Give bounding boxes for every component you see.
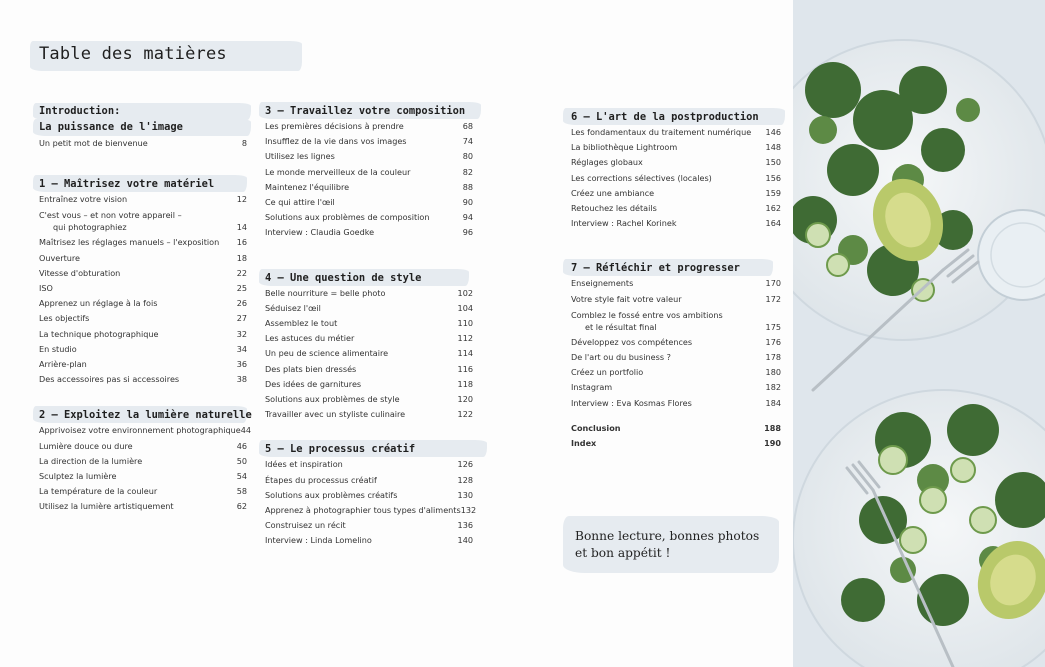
toc-entry[interactable]: Construisez un récit 136 [265, 520, 473, 531]
toc-entry[interactable]: Travailler avec un styliste culinaire 122 [265, 409, 473, 420]
toc-entry[interactable]: Un petit mot de bienvenue 8 [39, 138, 247, 148]
section-heading: 7 – Réfléchir et progresser [571, 260, 781, 276]
toc-entry[interactable]: Les objectifs 27 [39, 313, 247, 324]
toc-entry[interactable]: Réglages globaux 150 [571, 157, 781, 168]
toc-entry[interactable]: Créez un portfolio 180 [571, 367, 781, 378]
toc-entry[interactable]: Insufflez de la vie dans vos images 74 [265, 136, 473, 147]
toc-entry[interactable]: Les corrections sélectives (locales) 156 [571, 172, 781, 183]
toc-entry[interactable]: Les premières décisions à prendre 68 [265, 121, 473, 131]
toc-entry[interactable]: Entraînez votre vision 12 [39, 194, 247, 205]
toc-entry[interactable]: Comblez le fossé entre vos ambitions [571, 309, 723, 320]
toc-entry[interactable]: Des plats bien dressés 116 [265, 363, 473, 374]
section-chapter-1 [39, 176, 247, 387]
toc-entry[interactable]: Ce qui attire l'œil 90 [265, 197, 473, 208]
toc-entry[interactable]: Un peu de science alimentaire 114 [265, 348, 473, 359]
toc-entry[interactable]: Lumière douce ou dure 46 [39, 440, 247, 451]
toc-entry[interactable]: De l'art ou du business ? 178 [571, 352, 781, 363]
toc-entry[interactable]: Interview : Linda Lomelino 140 [265, 535, 473, 546]
intro-heading-line1: Introduction: [39, 105, 121, 117]
section-chapter-6 [571, 109, 781, 231]
toc-column-1 [39, 103, 252, 515]
toc-entry[interactable]: Ouverture 18 [39, 252, 247, 263]
section-heading: 2 – Exploitez la lumière naturelle [39, 407, 247, 423]
toc-entry[interactable]: Apprenez un réglage à la fois 26 [39, 298, 247, 309]
toc-entry[interactable]: Utilisez la lumière artistiquement 62 [39, 501, 247, 512]
toc-entry[interactable]: Des accessoires pas si accessoires 38 [39, 374, 247, 385]
closing-line-2: et bon appétit ! [575, 546, 671, 560]
toc-entry[interactable]: C'est vous – et non votre appareil – [39, 210, 182, 221]
toc-entry-index[interactable]: Index 190 [571, 438, 781, 449]
toc-entry[interactable]: Enseignements 170 [571, 278, 781, 289]
toc-entry[interactable]: qui photographiez 14 [53, 222, 247, 233]
section-intro [39, 103, 247, 151]
section-chapter-4 [265, 270, 473, 423]
toc-entry[interactable]: et le résultat final 175 [585, 321, 781, 332]
toc-entry[interactable]: Apprenez à photographier tous types d'aliments 132 [265, 505, 477, 516]
section-heading: 5 – Le processus créatif [265, 441, 473, 457]
toc-entry[interactable]: Séduisez l'œil 104 [265, 302, 473, 313]
salad-photo [793, 0, 1045, 667]
toc-entry[interactable]: Développez vos compétences 176 [571, 336, 781, 347]
toc-entry[interactable]: Instagram 182 [571, 382, 781, 393]
toc-column-2 [265, 103, 477, 549]
toc-entry[interactable]: Interview : Eva Kosmas Flores 184 [571, 397, 781, 408]
closing-note [575, 528, 759, 562]
toc-entry[interactable]: Sculptez la lumière 54 [39, 471, 247, 482]
toc-entry[interactable]: Solutions aux problèmes créatifs 130 [265, 489, 473, 500]
toc-entry[interactable]: La température de la couleur 58 [39, 486, 247, 497]
toc-entry[interactable]: Retouchez les détails 162 [571, 203, 781, 214]
section-chapter-5 [265, 441, 477, 548]
section-chapter-2 [39, 407, 252, 514]
section-heading: 1 – Maîtrisez votre matériel [39, 176, 247, 192]
toc-entry[interactable]: Maîtrisez les réglages manuels – l'exposition 16 [39, 237, 247, 248]
toc-entry[interactable]: La direction de la lumière 50 [39, 455, 247, 466]
toc-entry[interactable]: Des idées de garnitures 118 [265, 378, 473, 389]
toc-entry[interactable]: Interview : Claudia Goedke 96 [265, 227, 473, 238]
toc-entry[interactable]: ISO 25 [39, 283, 247, 294]
section-end [571, 421, 781, 451]
section-heading: 6 – L'art de la postproduction [571, 109, 781, 125]
toc-entry[interactable]: La technique photographique 32 [39, 328, 247, 339]
toc-entry[interactable]: Utilisez les lignes 80 [265, 151, 473, 162]
toc-entry[interactable]: La bibliothèque Lightroom 148 [571, 142, 781, 153]
closing-line-1: Bonne lecture, bonnes photos [575, 529, 760, 543]
toc-entry[interactable]: Maintenez l'équilibre 88 [265, 181, 473, 192]
toc-entry[interactable]: Apprivoisez votre environnement photographique 44 [39, 425, 252, 436]
toc-entry[interactable]: Les astuces du métier 112 [265, 333, 473, 344]
salad-photo-icon [793, 0, 1045, 667]
toc-entry[interactable]: Arrière-plan 36 [39, 359, 247, 370]
toc-entry[interactable]: Le monde merveilleux de la couleur 82 [265, 166, 473, 177]
toc-entry[interactable]: Interview : Rachel Korinek 164 [571, 218, 781, 229]
toc-entry[interactable]: Belle nourriture = belle photo 102 [265, 287, 473, 298]
toc-entry[interactable]: Solutions aux problèmes de style 120 [265, 394, 473, 405]
page-title: Table des matières [39, 44, 227, 64]
section-heading [39, 103, 247, 119]
toc-column-3 [571, 109, 781, 451]
toc-entry[interactable]: Idées et inspiration 126 [265, 459, 473, 470]
toc-entry[interactable]: Vitesse d'obturation 22 [39, 267, 247, 278]
section-chapter-7 [571, 260, 781, 410]
toc-entry[interactable]: Étapes du processus créatif 128 [265, 474, 473, 485]
section-heading: 3 – Travaillez votre composition [265, 103, 473, 119]
intro-heading-line2: La puissance de l'image [39, 121, 183, 133]
section-heading [39, 119, 247, 135]
toc-entry[interactable]: Les fondamentaux du traitement numérique 146 [571, 127, 781, 137]
toc-entry[interactable]: En studio 34 [39, 343, 247, 354]
toc-entry[interactable]: Assemblez le tout 110 [265, 318, 473, 329]
toc-entry[interactable]: Créez une ambiance 159 [571, 187, 781, 198]
section-heading: 4 – Une question de style [265, 270, 473, 286]
toc-entry-conclusion[interactable]: Conclusion 188 [571, 422, 781, 433]
toc-entry[interactable]: Votre style fait votre valeur 172 [571, 293, 781, 304]
section-chapter-3 [265, 103, 473, 241]
toc-entry[interactable]: Solutions aux problèmes de composition 94 [265, 212, 473, 223]
